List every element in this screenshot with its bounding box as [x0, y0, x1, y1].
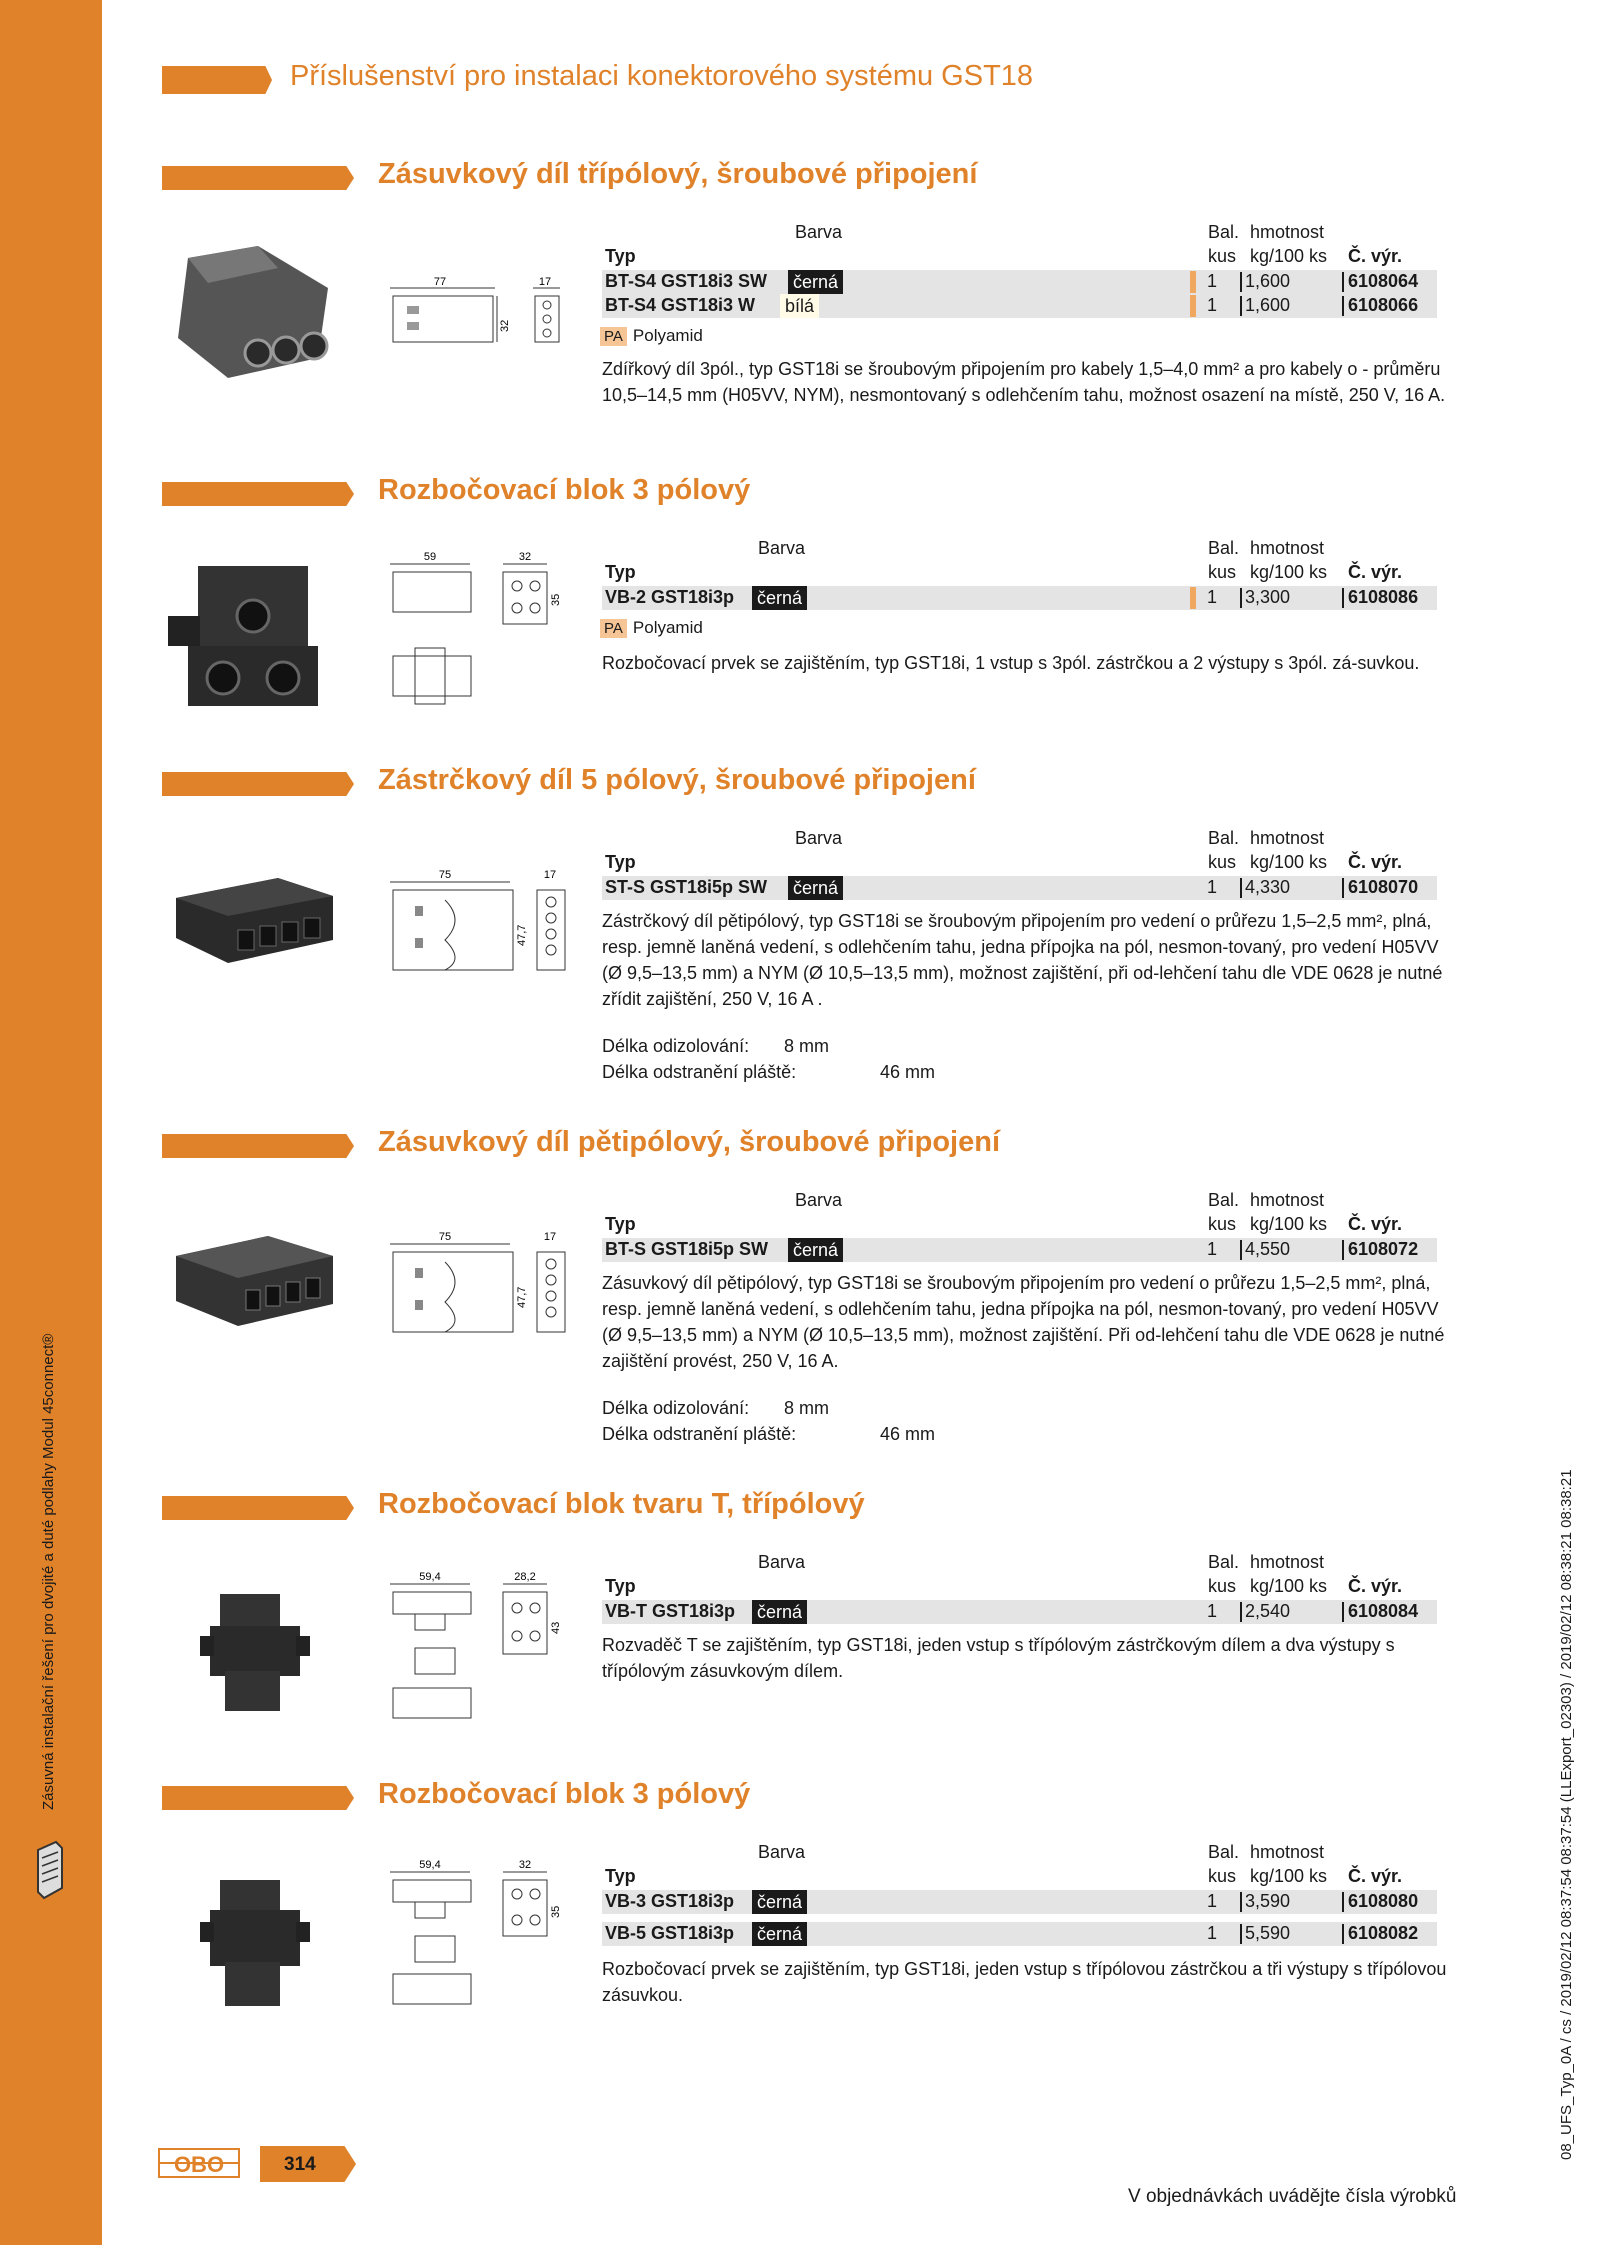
col-typ: Typ [605, 1576, 636, 1596]
col-hmotnost: hmotnost [1250, 538, 1325, 558]
dim-label: 32 [499, 319, 511, 332]
color-cell: černá [788, 876, 843, 900]
type-cell: VB-3 GST18i3p [605, 1891, 735, 1911]
col-hmotnost: hmotnost [1250, 1190, 1325, 1210]
section-title: Zástrčkový díl 5 pólový, šroubové připojení [378, 764, 976, 796]
col-hmotnost: hmotnost [1250, 1552, 1325, 1572]
type-cell: BT-S4 GST18i3 W [605, 295, 756, 315]
section-title: Rozbočovací blok 3 pólový [378, 474, 751, 506]
col-kus: kus [1208, 852, 1237, 872]
color-cell: černá [752, 1890, 807, 1914]
pcs-cell: 1 [1207, 877, 1218, 897]
col-typ: Typ [605, 246, 636, 266]
product-description: Zdířkový díl 3pól., typ GST18i se šroubovým připojením pro kabely 1,5–4,0 mm² a pro kabely o - průměru 10,5–14,5 mm (H05VV, NYM), nesmontovaný s odlehčením tahu, možnost osazení na místě, 250 V, 16 A. [602, 359, 1446, 405]
type-cell: VB-2 GST18i3p [605, 587, 735, 607]
table-row [602, 294, 1437, 318]
artno-cell: 6108064 [1348, 271, 1419, 291]
dimension-drawing [385, 548, 575, 708]
col-kus: kus [1208, 246, 1237, 266]
col-bal: Bal. [1208, 1190, 1240, 1210]
weight-cell: 3,300 [1245, 587, 1291, 607]
product-photo [168, 868, 340, 968]
sidebar-caption: Zásuvná instalační řešení pro dvojité a duté podlahy Modul 45connect® [40, 1333, 57, 1810]
col-bal: Bal. [1208, 222, 1240, 242]
col-cvyr: Č. výr. [1348, 1576, 1403, 1596]
section-marker [162, 772, 354, 796]
col-kg100: kg/100 ks [1250, 246, 1328, 266]
product-photo [200, 1872, 310, 2012]
weight-cell: 4,550 [1245, 1239, 1291, 1259]
dim-label: 35 [550, 1905, 562, 1918]
table-row [602, 1922, 1437, 1946]
artno-cell: 6108066 [1348, 295, 1419, 315]
type-cell: BT-S GST18i5p SW [605, 1239, 769, 1259]
col-barva: Barva [758, 1552, 806, 1572]
dim-label: 47,7 [516, 924, 528, 946]
col-kus: kus [1208, 1214, 1237, 1234]
section-title: Zásuvkový díl třípólový, šroubové připojení [378, 158, 978, 190]
col-hmotnost: hmotnost [1250, 1842, 1325, 1862]
col-typ: Typ [605, 1214, 636, 1234]
spec-value: 8 mm [784, 1036, 829, 1056]
col-bal: Bal. [1208, 828, 1240, 848]
section-title: Rozbočovací blok tvaru T, třípólový [378, 1488, 865, 1520]
table-row [602, 1890, 1437, 1914]
section-marker [162, 1496, 354, 1520]
material-label: Polyamid [632, 326, 703, 345]
dim-label: 17 [543, 1231, 557, 1243]
row-marker [1190, 271, 1196, 293]
col-kus: kus [1208, 562, 1237, 582]
export-stamp: 08_UFS_Typ_0A / cs / 2019/02/12 08:37:54 08:37:54 (LLExport_02303) / 2019/02/12 08:38:21 08:38:21 [1558, 1469, 1575, 2160]
col-hmotnost: hmotnost [1250, 222, 1325, 242]
section-title: Rozbočovací blok 3 pólový [378, 1778, 751, 1810]
section-marker [162, 1786, 354, 1810]
table-row [602, 876, 1437, 900]
dim-label: 59 [423, 551, 437, 563]
section-title: Zásuvkový díl pětipólový, šroubové připojení [378, 1126, 1001, 1158]
artno-cell: 6108084 [1348, 1601, 1419, 1621]
spec-value: 8 mm [784, 1398, 829, 1418]
pcs-cell: 1 [1207, 587, 1218, 607]
col-kus: kus [1208, 1576, 1237, 1596]
dim-label: 28,2 [514, 1571, 536, 1583]
product-photo [168, 1226, 340, 1336]
col-bal: Bal. [1208, 1552, 1240, 1572]
sidebar-strip [0, 0, 102, 2245]
dimension-drawing [385, 1228, 575, 1343]
col-typ: Typ [605, 562, 636, 582]
col-cvyr: Č. výr. [1348, 1214, 1403, 1234]
product-photo [168, 556, 340, 716]
weight-cell: 1,600 [1245, 295, 1291, 315]
dim-label: 75 [438, 1231, 452, 1243]
col-kg100: kg/100 ks [1250, 562, 1328, 582]
artno-cell: 6108072 [1348, 1239, 1419, 1259]
col-barva: Barva [795, 1190, 843, 1210]
material-info [600, 326, 703, 346]
dim-label: 47,7 [516, 1286, 528, 1308]
col-cvyr: Č. výr. [1348, 246, 1403, 266]
dimension-drawing [385, 1568, 575, 1728]
dimension-drawing [385, 276, 575, 366]
weight-cell: 2,540 [1245, 1601, 1291, 1621]
dim-label: 59,4 [419, 1859, 441, 1871]
table-row [602, 586, 1437, 610]
dim-label: 17 [543, 869, 557, 881]
spec-label: Délka odstranění pláště: [602, 1062, 797, 1082]
artno-cell: 6108082 [1348, 1923, 1419, 1943]
dimension-drawing [385, 1856, 575, 2016]
weight-cell: 1,600 [1245, 271, 1291, 291]
color-cell: černá [788, 270, 843, 294]
row-marker [1190, 295, 1196, 317]
artno-cell: 6108086 [1348, 587, 1419, 607]
section-marker [162, 482, 354, 506]
col-kus: kus [1208, 1866, 1237, 1886]
table-row [602, 1238, 1437, 1262]
artno-cell: 6108080 [1348, 1891, 1419, 1911]
weight-cell: 5,590 [1245, 1923, 1291, 1943]
type-cell: BT-S4 GST18i3 SW [605, 271, 768, 291]
pcs-cell: 1 [1207, 1923, 1218, 1943]
col-kg100: kg/100 ks [1250, 1214, 1328, 1234]
pcs-cell: 1 [1207, 271, 1218, 291]
dimension-drawing [385, 866, 575, 981]
product-description: Rozvaděč T se zajištěním, typ GST18i, jeden vstup s třípólovým zástrčkovým dílem a dva výstupy s třípólovým zásuvkovým dílem. [602, 1635, 1395, 1681]
page-title: Příslušenství pro instalaci konektorového systému GST18 [290, 60, 1034, 92]
col-bal: Bal. [1208, 1842, 1240, 1862]
col-barva: Barva [758, 1842, 806, 1862]
footer-note: V objednávkách uvádějte čísla výrobků [1128, 2186, 1457, 2207]
spec-label: Délka odizolování: [602, 1398, 750, 1418]
product-description: Zástrčkový díl pětipólový, typ GST18i se šroubovým připojením pro vedení o průřezu 1,5–2,5 mm², plná, resp. jemně laněná vedení, s odlehčením tahu, jedna přípojka na pól, nesmon-tovaný, pro vedení H05VV (Ø 9,5–13,5 mm) a NYM (Ø 10,5–13,5 mm), možnost zajištění, při od-lehčení tahu dle VDE 0628 je nutné zřídit zajištění, 250 V, 16 A . [602, 911, 1443, 1009]
col-bal: Bal. [1208, 538, 1240, 558]
dim-label: 77 [433, 276, 447, 288]
dim-label: 75 [438, 869, 452, 881]
header-tab [162, 66, 272, 94]
col-barva: Barva [795, 222, 843, 242]
weight-cell: 4,330 [1245, 877, 1291, 897]
dim-label: 43 [550, 1621, 562, 1634]
col-kg100: kg/100 ks [1250, 1576, 1328, 1596]
col-typ: Typ [605, 1866, 636, 1886]
table-row [602, 270, 1437, 294]
dim-label: 32 [518, 1859, 532, 1871]
pcs-cell: 1 [1207, 1239, 1218, 1259]
color-cell: černá [752, 586, 807, 610]
dim-label: 59,4 [419, 1571, 441, 1583]
spec-label: Délka odstranění pláště: [602, 1424, 797, 1444]
type-cell: ST-S GST18i5p SW [605, 877, 768, 897]
type-cell: VB-5 GST18i3p [605, 1923, 735, 1943]
product-description: Rozbočovací prvek se zajištěním, typ GST18i, 1 vstup s 3pól. zástrčkou a 2 výstupy s 3pól. zá-suvkou. [602, 653, 1420, 673]
product-description: Rozbočovací prvek se zajištěním, typ GST18i, jeden vstup s třípólovou zástrčkou a tři výstupy s třípólovou zásuvkou. [602, 1959, 1447, 2005]
col-cvyr: Č. výr. [1348, 1866, 1403, 1886]
color-cell: černá [752, 1922, 807, 1946]
section-marker [162, 1134, 354, 1158]
col-hmotnost: hmotnost [1250, 828, 1325, 848]
col-cvyr: Č. výr. [1348, 562, 1403, 582]
type-cell: VB-T GST18i3p [605, 1601, 736, 1621]
spec-value: 46 mm [880, 1062, 936, 1082]
dim-label: 32 [518, 551, 532, 563]
col-kg100: kg/100 ks [1250, 852, 1328, 872]
spec-value: 46 mm [880, 1424, 936, 1444]
col-barva: Barva [758, 538, 806, 558]
pcs-cell: 1 [1207, 1891, 1218, 1911]
color-cell: černá [752, 1600, 807, 1624]
material-tag: PA [600, 619, 627, 638]
section-marker [162, 166, 354, 190]
dim-label: 35 [550, 593, 562, 606]
product-description: Zásuvkový díl pětipólový, typ GST18i se šroubovým připojením pro vedení o průřezu 1,5–2,5 mm², plná, resp. jemně laněná vedení, s odlehčením tahu, jedna přípojka na pól, nesmon-tovaný, pro vedení H05VV (Ø 9,5–13,5 mm) a NYM (Ø 10,5–13,5 mm), možnost zajištění. Při od-lehčení tahu dle VDE 0628 je nutné zajištění provést, 250 V, 16 A. [602, 1273, 1445, 1371]
pcs-cell: 1 [1207, 1601, 1218, 1621]
col-cvyr: Č. výr. [1348, 852, 1403, 872]
obo-logo [158, 2148, 240, 2178]
artno-cell: 6108070 [1348, 877, 1419, 897]
col-barva: Barva [795, 828, 843, 848]
color-cell: bílá [780, 294, 819, 318]
floor-box-icon [34, 1840, 64, 1902]
pcs-cell: 1 [1207, 295, 1218, 315]
logo-text: OBO [173, 2152, 225, 2177]
col-kg100: kg/100 ks [1250, 1866, 1328, 1886]
row-marker [1190, 587, 1196, 609]
dim-label: 17 [538, 276, 552, 288]
spec-label: Délka odizolování: [602, 1036, 750, 1056]
table-row [602, 1600, 1437, 1624]
col-typ: Typ [605, 852, 636, 872]
weight-cell: 3,590 [1245, 1891, 1291, 1911]
product-photo [200, 1586, 310, 1716]
material-info [600, 618, 703, 638]
material-label: Polyamid [632, 618, 703, 637]
color-cell: černá [788, 1238, 843, 1262]
material-tag: PA [600, 327, 627, 346]
page-number: 314 [284, 2154, 316, 2175]
product-photo [168, 238, 340, 388]
